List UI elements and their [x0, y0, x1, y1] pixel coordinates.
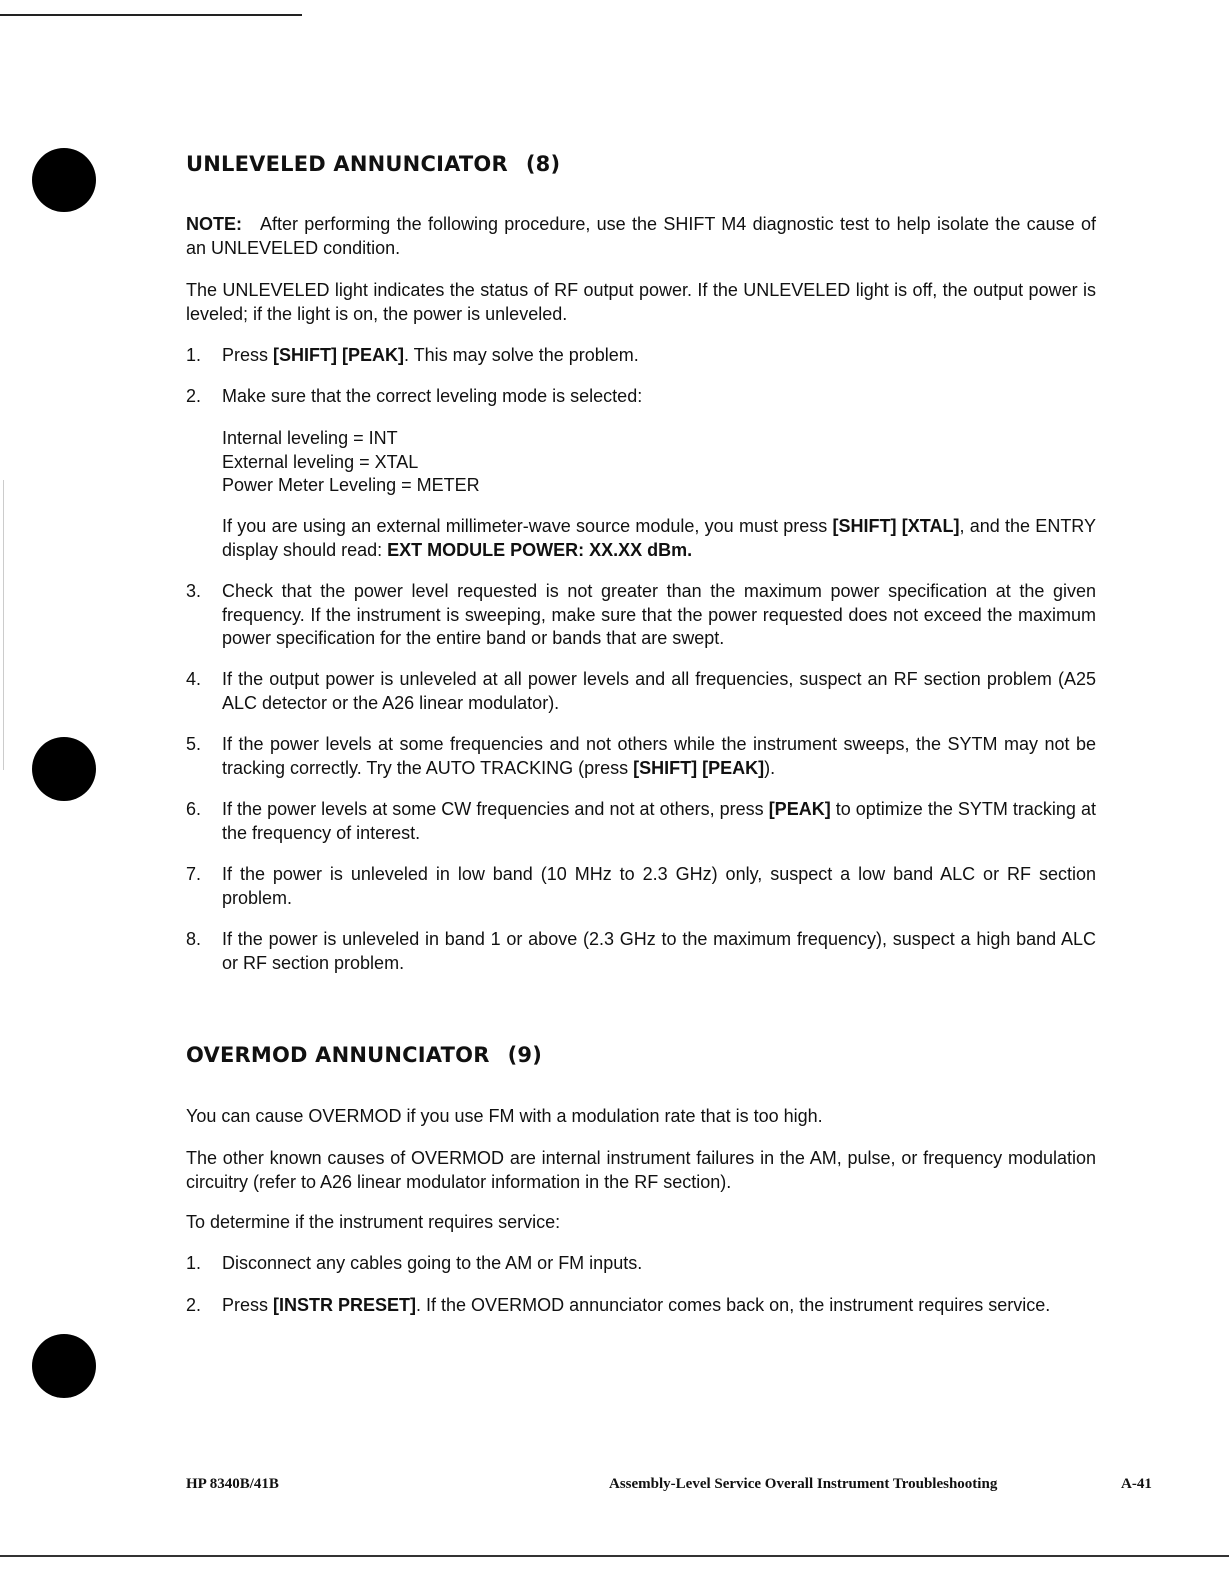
leveling-modes-list [222, 427, 1096, 498]
overmod-step-2 [186, 1294, 1096, 1318]
step-text: ). [764, 757, 776, 778]
overmod-heading [186, 1043, 542, 1067]
unleveled-heading [186, 152, 560, 176]
unleveled-step-7 [186, 863, 1096, 910]
mode-power-meter: Power Meter Leveling = METER [222, 475, 480, 495]
step-text: . This may solve the problem. [404, 345, 639, 365]
step-text: If the power is unleveled in low band (10 MHz to 2.3 GHz) only, suspect a low band ALC or RF section problem. [222, 864, 1096, 908]
step-text: If the power is unleveled in band 1 or above (2.3 GHz to the maximum frequency), suspect a high band ALC or RF section problem. [222, 929, 1096, 973]
footer-page-number: A-41 [1121, 1476, 1152, 1492]
binder-hole-middle [32, 737, 96, 801]
step-text: If the power levels at some CW frequencies and not at others, press [222, 799, 769, 819]
step-text: If the power levels at some frequencies and not others while the instrument sweeps, the SYTM may not be tracking correctly. Try the AUTO TRACKING (press [222, 734, 1096, 778]
unleveled-step-6 [186, 798, 1096, 845]
note-text: After performing the following procedure, use the SHIFT M4 diagnostic test to help isolate the cause of an UNLEVELED condition. [186, 214, 1096, 258]
step-text: Press [222, 1295, 274, 1315]
overmod-step-1 [186, 1252, 1096, 1276]
unleveled-step-4 [186, 668, 1096, 715]
step-number: 5. [186, 734, 202, 754]
mode-internal: Internal leveling = INT [222, 428, 398, 448]
unleveled-step-5 [186, 733, 1096, 780]
step-text: . If the OVERMOD annunciator comes back on, the instrument requires service. [416, 1295, 1051, 1315]
unleveled-step-8 [186, 928, 1096, 975]
step-text: to optimize the SYTM tracking at the frequency of interest. [222, 799, 1096, 843]
step-number: 3. [186, 581, 202, 601]
unleveled-intro: The UNLEVELED light indicates the status of RF output power. If the UNLEVELED light is off, the output power is leveled; if the light is on, the power is unleveled. [186, 280, 1096, 324]
overmod-paragraph-1: You can cause OVERMOD if you use FM with a modulation rate that is too high. [186, 1106, 823, 1126]
step-text: Press [222, 345, 274, 365]
key-sequence: [SHIFT] [PEAK] [273, 345, 404, 365]
module-text: If you are using an external millimeter-wave source module, you must press [222, 516, 833, 536]
key-sequence: [SHIFT] [XTAL] [832, 516, 960, 536]
module-paragraph [222, 515, 1096, 562]
step-text: If the output power is unleveled at all power levels and all frequencies, suspect an RF section problem (A25 ALC detector or the A26 linear modulator). [222, 669, 1096, 713]
mode-external: External leveling = XTAL [222, 451, 419, 472]
footer-model: HP 8340B/41B [186, 1476, 279, 1492]
module-text: , and the ENTRY display should read: [222, 516, 1096, 560]
note-paragraph [186, 213, 1096, 260]
step-number: 4. [186, 669, 202, 689]
step-number: 1. [186, 345, 202, 365]
unleveled-number: (8) [525, 152, 561, 176]
footer-section-title: Assembly-Level Service Overall Instrument Troubleshooting [609, 1476, 998, 1492]
overmod-number: (9) [507, 1043, 542, 1067]
unleveled-step-2 [186, 385, 1096, 409]
entry-display-text: EXT MODULE POWER: XX.XX dBm. [387, 539, 693, 560]
key-sequence: [INSTR PRESET] [273, 1295, 417, 1315]
overmod-paragraph-2: The other known causes of OVERMOD are internal instrument failures in the AM, pulse, or frequency modulation circuitry (refer to A26 linear modulator information in the RF section). [186, 1148, 1096, 1192]
note-label: NOTE: [186, 214, 242, 234]
step-text: Disconnect any cables going to the AM or FM inputs. [222, 1253, 643, 1273]
step-number: 7. [186, 864, 202, 884]
step-text: Make sure that the correct leveling mode is selected: [222, 386, 643, 406]
overmod-title: OVERMOD ANNUNCIATOR [186, 1043, 490, 1067]
binder-hole-top [32, 148, 96, 212]
step-number: 6. [186, 799, 202, 819]
step-text: Check that the power level requested is not greater than the maximum power specification at the given frequency. If the instrument is sweeping, make sure that the power requested does not exceed the maximum power specification for the entire band or bands that are swept. [222, 581, 1096, 648]
bottom-rule [0, 1555, 1229, 1557]
key-sequence: [SHIFT] [PEAK] [633, 757, 765, 778]
unleveled-title: UNLEVELED ANNUNCIATOR [186, 152, 508, 176]
unleveled-step-1 [186, 344, 1096, 368]
step-number: 1. [186, 1253, 202, 1273]
page-edge-line [3, 480, 4, 770]
unleveled-step-3 [186, 580, 1096, 651]
key-sequence: [PEAK] [768, 799, 831, 819]
step-number: 8. [186, 929, 202, 949]
top-rule [0, 14, 302, 16]
overmod-paragraph-3: To determine if the instrument requires service: [186, 1212, 561, 1232]
binder-hole-bottom [32, 1334, 96, 1398]
step-number: 2. [186, 386, 202, 406]
step-number: 2. [186, 1295, 202, 1315]
